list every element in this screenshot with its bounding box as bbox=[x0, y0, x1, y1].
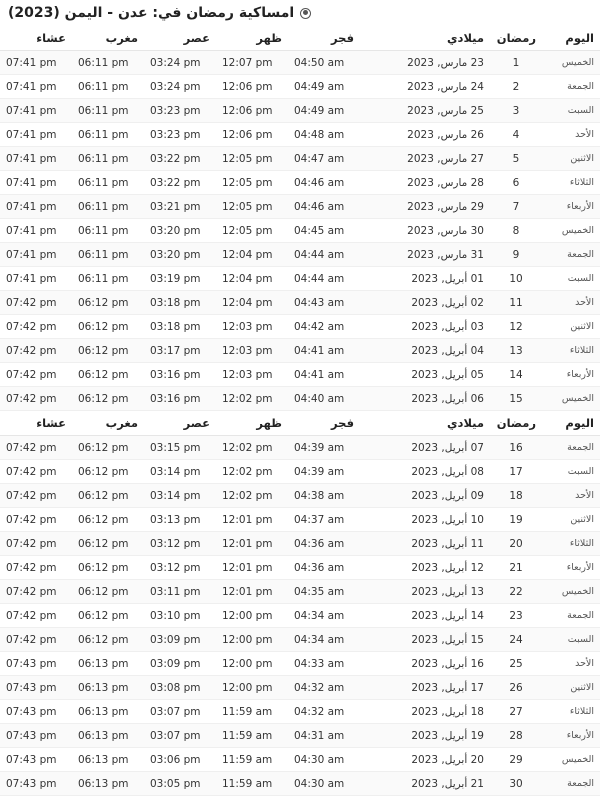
gregorian-date-cell: 23 مارس, 2023 bbox=[360, 51, 490, 75]
isha-cell: 07:42 pm bbox=[0, 315, 72, 339]
isha-cell: 07:42 pm bbox=[0, 532, 72, 556]
table-row bbox=[0, 219, 600, 243]
ramadan-day-cell: 13 bbox=[490, 339, 542, 363]
fajr-cell: 04:49 am bbox=[288, 75, 360, 99]
asr-cell: 03:16 pm bbox=[144, 387, 216, 411]
isha-cell: 07:43 pm bbox=[0, 724, 72, 748]
dhuhr-cell: 11:59 am bbox=[216, 772, 288, 796]
gregorian-date-cell: 13 أبريل, 2023 bbox=[360, 580, 490, 604]
isha-cell: 07:42 pm bbox=[0, 436, 72, 460]
ramadan-day-cell: 1 bbox=[490, 51, 542, 75]
header-fajr: فجر bbox=[288, 411, 360, 436]
gregorian-date-cell: 28 مارس, 2023 bbox=[360, 171, 490, 195]
ramadan-day-cell: 14 bbox=[490, 363, 542, 387]
dhuhr-cell: 12:02 pm bbox=[216, 387, 288, 411]
maghrib-cell: 06:11 pm bbox=[72, 51, 144, 75]
ramadan-day-cell: 15 bbox=[490, 387, 542, 411]
isha-cell: 07:42 pm bbox=[0, 339, 72, 363]
day-cell: السبت bbox=[542, 267, 600, 291]
maghrib-cell: 06:13 pm bbox=[72, 724, 144, 748]
table-body-part2 bbox=[0, 436, 600, 796]
ramadan-day-cell: 8 bbox=[490, 219, 542, 243]
fajr-cell: 04:36 am bbox=[288, 556, 360, 580]
maghrib-cell: 06:12 pm bbox=[72, 508, 144, 532]
isha-cell: 07:43 pm bbox=[0, 700, 72, 724]
day-cell: الأربعاء bbox=[542, 195, 600, 219]
header-isha: عشاء bbox=[0, 411, 72, 436]
page-header bbox=[0, 0, 600, 26]
dhuhr-cell: 12:05 pm bbox=[216, 147, 288, 171]
asr-cell: 03:07 pm bbox=[144, 724, 216, 748]
maghrib-cell: 06:12 pm bbox=[72, 532, 144, 556]
fajr-cell: 04:49 am bbox=[288, 99, 360, 123]
isha-cell: 07:42 pm bbox=[0, 580, 72, 604]
ramadan-day-cell: 18 bbox=[490, 484, 542, 508]
maghrib-cell: 06:11 pm bbox=[72, 243, 144, 267]
maghrib-cell: 06:12 pm bbox=[72, 580, 144, 604]
day-cell: الخميس bbox=[542, 51, 600, 75]
header-day: اليوم bbox=[542, 411, 600, 436]
isha-cell: 07:41 pm bbox=[0, 75, 72, 99]
asr-cell: 03:21 pm bbox=[144, 195, 216, 219]
day-cell: الثلاثاء bbox=[542, 700, 600, 724]
ramadan-day-cell: 28 bbox=[490, 724, 542, 748]
gregorian-date-cell: 30 مارس, 2023 bbox=[360, 219, 490, 243]
gregorian-date-cell: 16 أبريل, 2023 bbox=[360, 652, 490, 676]
dhuhr-cell: 12:05 pm bbox=[216, 171, 288, 195]
dhuhr-cell: 12:06 pm bbox=[216, 123, 288, 147]
isha-cell: 07:41 pm bbox=[0, 147, 72, 171]
ramadan-day-cell: 12 bbox=[490, 315, 542, 339]
fajr-cell: 04:41 am bbox=[288, 363, 360, 387]
gregorian-date-cell: 15 أبريل, 2023 bbox=[360, 628, 490, 652]
header-ramadan-day: رمضان bbox=[490, 26, 542, 51]
day-cell: الأحد bbox=[542, 652, 600, 676]
isha-cell: 07:43 pm bbox=[0, 652, 72, 676]
maghrib-cell: 06:11 pm bbox=[72, 171, 144, 195]
table-row bbox=[0, 339, 600, 363]
maghrib-cell: 06:11 pm bbox=[72, 219, 144, 243]
isha-cell: 07:42 pm bbox=[0, 387, 72, 411]
isha-cell: 07:43 pm bbox=[0, 748, 72, 772]
isha-cell: 07:42 pm bbox=[0, 484, 72, 508]
fajr-cell: 04:34 am bbox=[288, 604, 360, 628]
ramadan-day-cell: 25 bbox=[490, 652, 542, 676]
day-cell: الاثنين bbox=[542, 147, 600, 171]
maghrib-cell: 06:13 pm bbox=[72, 748, 144, 772]
day-cell: الجمعة bbox=[542, 772, 600, 796]
fajr-cell: 04:38 am bbox=[288, 484, 360, 508]
fajr-cell: 04:41 am bbox=[288, 339, 360, 363]
asr-cell: 03:14 pm bbox=[144, 460, 216, 484]
table-row bbox=[0, 387, 600, 411]
table-row bbox=[0, 652, 600, 676]
isha-cell: 07:41 pm bbox=[0, 219, 72, 243]
dhuhr-cell: 12:01 pm bbox=[216, 556, 288, 580]
gregorian-date-cell: 05 أبريل, 2023 bbox=[360, 363, 490, 387]
header-day: اليوم bbox=[542, 26, 600, 51]
asr-cell: 03:05 pm bbox=[144, 772, 216, 796]
table-row bbox=[0, 99, 600, 123]
asr-cell: 03:19 pm bbox=[144, 267, 216, 291]
asr-cell: 03:14 pm bbox=[144, 484, 216, 508]
fajr-cell: 04:45 am bbox=[288, 219, 360, 243]
isha-cell: 07:42 pm bbox=[0, 628, 72, 652]
dhuhr-cell: 12:07 pm bbox=[216, 51, 288, 75]
ramadan-day-cell: 30 bbox=[490, 772, 542, 796]
dhuhr-cell: 12:02 pm bbox=[216, 436, 288, 460]
table-row bbox=[0, 171, 600, 195]
ramadan-day-cell: 9 bbox=[490, 243, 542, 267]
table-row bbox=[0, 748, 600, 772]
table-row bbox=[0, 267, 600, 291]
ramadan-day-cell: 29 bbox=[490, 748, 542, 772]
fajr-cell: 04:43 am bbox=[288, 291, 360, 315]
moon-icon bbox=[300, 8, 311, 19]
day-cell: الجمعة bbox=[542, 75, 600, 99]
table-row bbox=[0, 580, 600, 604]
ramadan-day-cell: 11 bbox=[490, 291, 542, 315]
asr-cell: 03:18 pm bbox=[144, 291, 216, 315]
asr-cell: 03:09 pm bbox=[144, 628, 216, 652]
dhuhr-cell: 12:01 pm bbox=[216, 508, 288, 532]
table-row bbox=[0, 243, 600, 267]
asr-cell: 03:15 pm bbox=[144, 436, 216, 460]
gregorian-date-cell: 10 أبريل, 2023 bbox=[360, 508, 490, 532]
table-header bbox=[0, 26, 600, 51]
ramadan-day-cell: 24 bbox=[490, 628, 542, 652]
fajr-cell: 04:44 am bbox=[288, 267, 360, 291]
asr-cell: 03:22 pm bbox=[144, 147, 216, 171]
header-maghrib: مغرب bbox=[72, 26, 144, 51]
table-subheader bbox=[0, 411, 600, 436]
dhuhr-cell: 12:02 pm bbox=[216, 460, 288, 484]
table-row bbox=[0, 484, 600, 508]
maghrib-cell: 06:12 pm bbox=[72, 315, 144, 339]
day-cell: الخميس bbox=[542, 580, 600, 604]
asr-cell: 03:23 pm bbox=[144, 123, 216, 147]
isha-cell: 07:41 pm bbox=[0, 243, 72, 267]
header-isha: عشاء bbox=[0, 26, 72, 51]
maghrib-cell: 06:12 pm bbox=[72, 436, 144, 460]
day-cell: الثلاثاء bbox=[542, 339, 600, 363]
isha-cell: 07:42 pm bbox=[0, 604, 72, 628]
fajr-cell: 04:48 am bbox=[288, 123, 360, 147]
fajr-cell: 04:32 am bbox=[288, 676, 360, 700]
asr-cell: 03:17 pm bbox=[144, 339, 216, 363]
table-row bbox=[0, 604, 600, 628]
fajr-cell: 04:40 am bbox=[288, 387, 360, 411]
day-cell: الجمعة bbox=[542, 604, 600, 628]
maghrib-cell: 06:12 pm bbox=[72, 387, 144, 411]
table-row bbox=[0, 75, 600, 99]
ramadan-day-cell: 10 bbox=[490, 267, 542, 291]
ramadan-day-cell: 7 bbox=[490, 195, 542, 219]
dhuhr-cell: 12:05 pm bbox=[216, 195, 288, 219]
table-row bbox=[0, 772, 600, 796]
dhuhr-cell: 12:04 pm bbox=[216, 243, 288, 267]
dhuhr-cell: 12:03 pm bbox=[216, 363, 288, 387]
maghrib-cell: 06:12 pm bbox=[72, 363, 144, 387]
table-row bbox=[0, 628, 600, 652]
fajr-cell: 04:36 am bbox=[288, 532, 360, 556]
fajr-cell: 04:35 am bbox=[288, 580, 360, 604]
imsakiya-table bbox=[0, 26, 600, 796]
dhuhr-cell: 12:06 pm bbox=[216, 99, 288, 123]
dhuhr-cell: 12:00 pm bbox=[216, 652, 288, 676]
maghrib-cell: 06:13 pm bbox=[72, 652, 144, 676]
table-row bbox=[0, 315, 600, 339]
header-ramadan-day: رمضان bbox=[490, 411, 542, 436]
day-cell: الجمعة bbox=[542, 243, 600, 267]
gregorian-date-cell: 12 أبريل, 2023 bbox=[360, 556, 490, 580]
day-cell: الأربعاء bbox=[542, 724, 600, 748]
header-asr: عصر bbox=[144, 411, 216, 436]
dhuhr-cell: 11:59 am bbox=[216, 700, 288, 724]
dhuhr-cell: 12:00 pm bbox=[216, 628, 288, 652]
gregorian-date-cell: 01 أبريل, 2023 bbox=[360, 267, 490, 291]
gregorian-date-cell: 18 أبريل, 2023 bbox=[360, 700, 490, 724]
day-cell: الجمعة bbox=[542, 436, 600, 460]
asr-cell: 03:24 pm bbox=[144, 51, 216, 75]
header-fajr: فجر bbox=[288, 26, 360, 51]
isha-cell: 07:41 pm bbox=[0, 51, 72, 75]
ramadan-day-cell: 2 bbox=[490, 75, 542, 99]
header-dhuhr: ظهر bbox=[216, 411, 288, 436]
gregorian-date-cell: 08 أبريل, 2023 bbox=[360, 460, 490, 484]
gregorian-date-cell: 07 أبريل, 2023 bbox=[360, 436, 490, 460]
day-cell: الاثنين bbox=[542, 676, 600, 700]
dhuhr-cell: 12:00 pm bbox=[216, 676, 288, 700]
dhuhr-cell: 12:04 pm bbox=[216, 267, 288, 291]
day-cell: السبت bbox=[542, 460, 600, 484]
maghrib-cell: 06:11 pm bbox=[72, 99, 144, 123]
day-cell: الخميس bbox=[542, 748, 600, 772]
day-cell: الخميس bbox=[542, 387, 600, 411]
asr-cell: 03:18 pm bbox=[144, 315, 216, 339]
dhuhr-cell: 11:59 am bbox=[216, 724, 288, 748]
header-maghrib: مغرب bbox=[72, 411, 144, 436]
header-asr: عصر bbox=[144, 26, 216, 51]
ramadan-day-cell: 23 bbox=[490, 604, 542, 628]
ramadan-day-cell: 4 bbox=[490, 123, 542, 147]
maghrib-cell: 06:13 pm bbox=[72, 772, 144, 796]
gregorian-date-cell: 14 أبريل, 2023 bbox=[360, 604, 490, 628]
gregorian-date-cell: 27 مارس, 2023 bbox=[360, 147, 490, 171]
day-cell: السبت bbox=[542, 99, 600, 123]
gregorian-date-cell: 25 مارس, 2023 bbox=[360, 99, 490, 123]
maghrib-cell: 06:13 pm bbox=[72, 700, 144, 724]
maghrib-cell: 06:11 pm bbox=[72, 75, 144, 99]
fajr-cell: 04:32 am bbox=[288, 700, 360, 724]
header-dhuhr: ظهر bbox=[216, 26, 288, 51]
gregorian-date-cell: 02 أبريل, 2023 bbox=[360, 291, 490, 315]
isha-cell: 07:42 pm bbox=[0, 363, 72, 387]
day-cell: الأحد bbox=[542, 123, 600, 147]
dhuhr-cell: 12:06 pm bbox=[216, 75, 288, 99]
ramadan-day-cell: 3 bbox=[490, 99, 542, 123]
fajr-cell: 04:34 am bbox=[288, 628, 360, 652]
table-row bbox=[0, 532, 600, 556]
header-gregorian-date: ميلادي bbox=[360, 26, 490, 51]
ramadan-day-cell: 5 bbox=[490, 147, 542, 171]
day-cell: الثلاثاء bbox=[542, 532, 600, 556]
table-row bbox=[0, 460, 600, 484]
fajr-cell: 04:46 am bbox=[288, 171, 360, 195]
isha-cell: 07:41 pm bbox=[0, 99, 72, 123]
dhuhr-cell: 12:05 pm bbox=[216, 219, 288, 243]
dhuhr-cell: 12:04 pm bbox=[216, 291, 288, 315]
table-row bbox=[0, 724, 600, 748]
isha-cell: 07:42 pm bbox=[0, 508, 72, 532]
fajr-cell: 04:30 am bbox=[288, 748, 360, 772]
dhuhr-cell: 11:59 am bbox=[216, 748, 288, 772]
table-body-part1 bbox=[0, 51, 600, 411]
isha-cell: 07:42 pm bbox=[0, 460, 72, 484]
ramadan-day-cell: 16 bbox=[490, 436, 542, 460]
asr-cell: 03:06 pm bbox=[144, 748, 216, 772]
dhuhr-cell: 12:03 pm bbox=[216, 315, 288, 339]
asr-cell: 03:20 pm bbox=[144, 219, 216, 243]
isha-cell: 07:41 pm bbox=[0, 267, 72, 291]
maghrib-cell: 06:11 pm bbox=[72, 147, 144, 171]
maghrib-cell: 06:11 pm bbox=[72, 267, 144, 291]
table-row bbox=[0, 508, 600, 532]
table-row bbox=[0, 676, 600, 700]
asr-cell: 03:10 pm bbox=[144, 604, 216, 628]
dhuhr-cell: 12:01 pm bbox=[216, 532, 288, 556]
table-row bbox=[0, 147, 600, 171]
fajr-cell: 04:47 am bbox=[288, 147, 360, 171]
isha-cell: 07:41 pm bbox=[0, 195, 72, 219]
gregorian-date-cell: 04 أبريل, 2023 bbox=[360, 339, 490, 363]
dhuhr-cell: 12:01 pm bbox=[216, 580, 288, 604]
table-row bbox=[0, 51, 600, 75]
asr-cell: 03:16 pm bbox=[144, 363, 216, 387]
maghrib-cell: 06:12 pm bbox=[72, 484, 144, 508]
table-row bbox=[0, 436, 600, 460]
maghrib-cell: 06:12 pm bbox=[72, 604, 144, 628]
day-cell: الأحد bbox=[542, 291, 600, 315]
table-row bbox=[0, 123, 600, 147]
dhuhr-cell: 12:00 pm bbox=[216, 604, 288, 628]
gregorian-date-cell: 20 أبريل, 2023 bbox=[360, 748, 490, 772]
ramadan-day-cell: 6 bbox=[490, 171, 542, 195]
dhuhr-cell: 12:03 pm bbox=[216, 339, 288, 363]
day-cell: الاثنين bbox=[542, 315, 600, 339]
fajr-cell: 04:44 am bbox=[288, 243, 360, 267]
ramadan-day-cell: 26 bbox=[490, 676, 542, 700]
asr-cell: 03:12 pm bbox=[144, 532, 216, 556]
gregorian-date-cell: 17 أبريل, 2023 bbox=[360, 676, 490, 700]
maghrib-cell: 06:12 pm bbox=[72, 628, 144, 652]
maghrib-cell: 06:12 pm bbox=[72, 556, 144, 580]
fajr-cell: 04:37 am bbox=[288, 508, 360, 532]
asr-cell: 03:09 pm bbox=[144, 652, 216, 676]
asr-cell: 03:12 pm bbox=[144, 556, 216, 580]
asr-cell: 03:24 pm bbox=[144, 75, 216, 99]
gregorian-date-cell: 06 أبريل, 2023 bbox=[360, 387, 490, 411]
maghrib-cell: 06:12 pm bbox=[72, 339, 144, 363]
asr-cell: 03:13 pm bbox=[144, 508, 216, 532]
asr-cell: 03:07 pm bbox=[144, 700, 216, 724]
ramadan-day-cell: 21 bbox=[490, 556, 542, 580]
maghrib-cell: 06:11 pm bbox=[72, 195, 144, 219]
asr-cell: 03:08 pm bbox=[144, 676, 216, 700]
isha-cell: 07:43 pm bbox=[0, 676, 72, 700]
fajr-cell: 04:39 am bbox=[288, 460, 360, 484]
table-row bbox=[0, 700, 600, 724]
isha-cell: 07:41 pm bbox=[0, 171, 72, 195]
gregorian-date-cell: 09 أبريل, 2023 bbox=[360, 484, 490, 508]
table-row bbox=[0, 363, 600, 387]
asr-cell: 03:20 pm bbox=[144, 243, 216, 267]
ramadan-day-cell: 27 bbox=[490, 700, 542, 724]
day-cell: الأربعاء bbox=[542, 363, 600, 387]
fajr-cell: 04:42 am bbox=[288, 315, 360, 339]
fajr-cell: 04:46 am bbox=[288, 195, 360, 219]
asr-cell: 03:23 pm bbox=[144, 99, 216, 123]
maghrib-cell: 06:13 pm bbox=[72, 676, 144, 700]
ramadan-day-cell: 19 bbox=[490, 508, 542, 532]
asr-cell: 03:22 pm bbox=[144, 171, 216, 195]
day-cell: السبت bbox=[542, 628, 600, 652]
day-cell: الأربعاء bbox=[542, 556, 600, 580]
gregorian-date-cell: 24 مارس, 2023 bbox=[360, 75, 490, 99]
table-row bbox=[0, 556, 600, 580]
fajr-cell: 04:33 am bbox=[288, 652, 360, 676]
gregorian-date-cell: 03 أبريل, 2023 bbox=[360, 315, 490, 339]
dhuhr-cell: 12:02 pm bbox=[216, 484, 288, 508]
gregorian-date-cell: 11 أبريل, 2023 bbox=[360, 532, 490, 556]
fajr-cell: 04:31 am bbox=[288, 724, 360, 748]
maghrib-cell: 06:12 pm bbox=[72, 460, 144, 484]
day-cell: الأحد bbox=[542, 484, 600, 508]
ramadan-day-cell: 22 bbox=[490, 580, 542, 604]
ramadan-day-cell: 17 bbox=[490, 460, 542, 484]
header-gregorian-date: ميلادي bbox=[360, 411, 490, 436]
page-title: امساكية رمضان في: عدن - اليمن (2023) bbox=[8, 5, 295, 21]
isha-cell: 07:41 pm bbox=[0, 123, 72, 147]
table-row bbox=[0, 195, 600, 219]
gregorian-date-cell: 19 أبريل, 2023 bbox=[360, 724, 490, 748]
day-cell: الاثنين bbox=[542, 508, 600, 532]
table-row bbox=[0, 291, 600, 315]
isha-cell: 07:42 pm bbox=[0, 556, 72, 580]
day-cell: الثلاثاء bbox=[542, 171, 600, 195]
gregorian-date-cell: 29 مارس, 2023 bbox=[360, 195, 490, 219]
fajr-cell: 04:30 am bbox=[288, 772, 360, 796]
ramadan-day-cell: 20 bbox=[490, 532, 542, 556]
gregorian-date-cell: 31 مارس, 2023 bbox=[360, 243, 490, 267]
fajr-cell: 04:39 am bbox=[288, 436, 360, 460]
isha-cell: 07:43 pm bbox=[0, 772, 72, 796]
maghrib-cell: 06:12 pm bbox=[72, 291, 144, 315]
gregorian-date-cell: 21 أبريل, 2023 bbox=[360, 772, 490, 796]
isha-cell: 07:42 pm bbox=[0, 291, 72, 315]
day-cell: الخميس bbox=[542, 219, 600, 243]
asr-cell: 03:11 pm bbox=[144, 580, 216, 604]
gregorian-date-cell: 26 مارس, 2023 bbox=[360, 123, 490, 147]
maghrib-cell: 06:11 pm bbox=[72, 123, 144, 147]
fajr-cell: 04:50 am bbox=[288, 51, 360, 75]
